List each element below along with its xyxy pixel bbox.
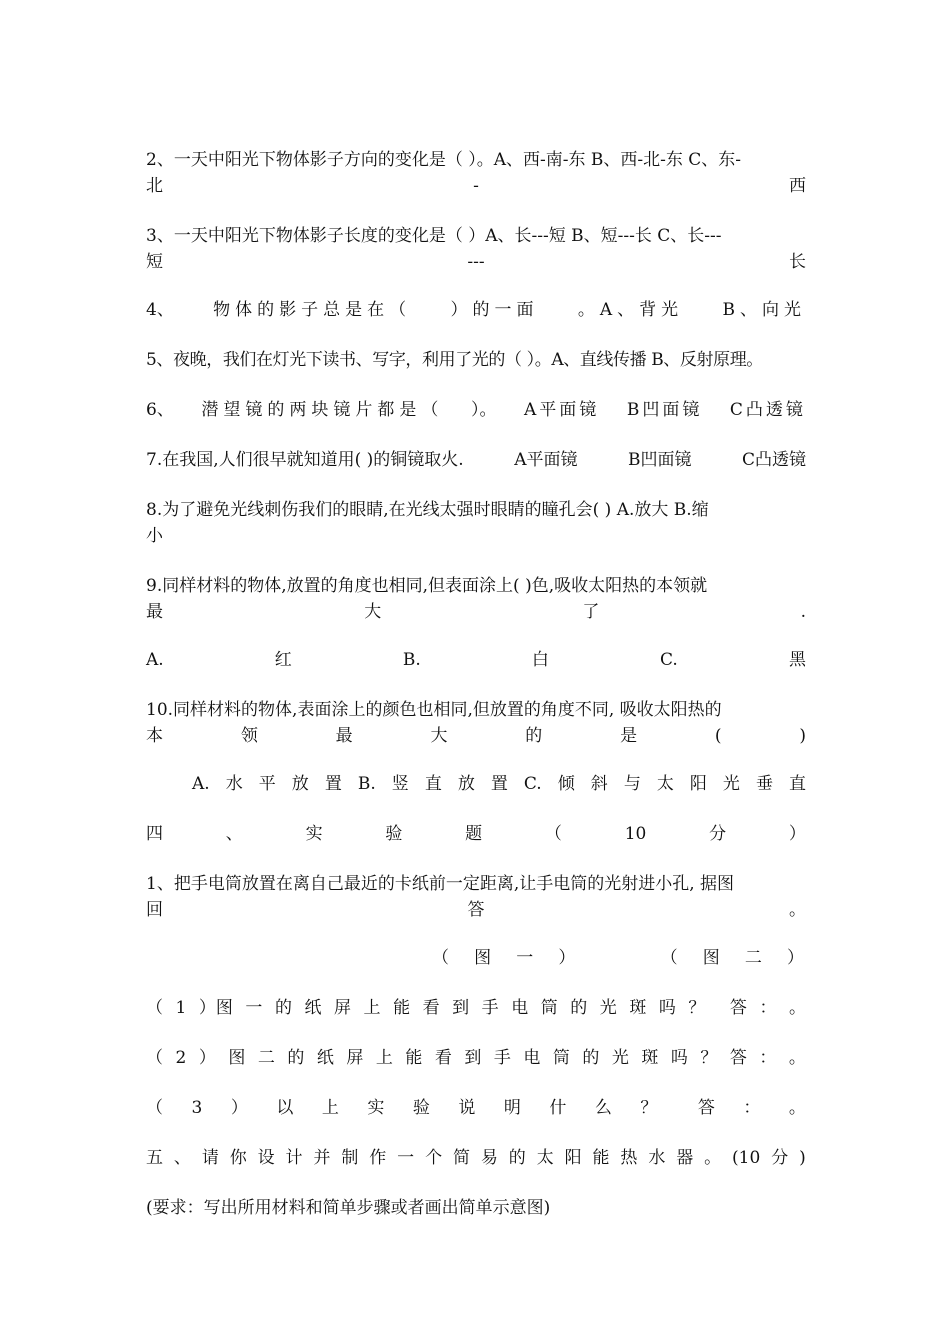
text-fragment: 吗 xyxy=(670,1048,688,1068)
text-fragment: 潜望镜的两块镜片都是（ xyxy=(201,400,444,420)
text-fragment: 实 xyxy=(367,1098,385,1118)
text-fragment: B凹面镜 xyxy=(627,450,692,470)
question-6 xyxy=(146,398,806,423)
text-fragment: 筒 xyxy=(552,1048,570,1068)
text-fragment: ） xyxy=(788,824,806,844)
text-fragment: 与 xyxy=(623,774,641,794)
question-2-line-1: 2、一天中阳光下物体影子方向的变化是（ ）。A、西-南-东 B、西-北-东 C、东- xyxy=(146,150,742,170)
question-5: 5、夜晚，我们在灯光下读书、写字，利用了光的（ ）。A、直线传播 B、反射原理。 xyxy=(146,350,763,370)
text-fragment: 。 xyxy=(788,1048,806,1068)
text-fragment: 屏 xyxy=(334,998,352,1018)
text-fragment: 4、 xyxy=(146,300,174,320)
text-fragment: A平面镜 xyxy=(524,400,600,420)
text-fragment: 太 xyxy=(656,774,674,794)
option-letter: B. xyxy=(402,650,421,670)
text-fragment: 平 xyxy=(258,774,276,794)
text-fragment: 短 xyxy=(146,252,163,272)
question-3-line-2 xyxy=(146,250,806,275)
question-10-line-2 xyxy=(146,724,806,749)
text-fragment: 本 xyxy=(146,726,163,746)
question-2-line-2 xyxy=(146,174,806,199)
sub-question-1 xyxy=(146,996,806,1021)
text-fragment: （ xyxy=(146,1048,163,1068)
text-fragment: B、向光 xyxy=(722,300,806,320)
text-fragment: 的 xyxy=(287,1048,305,1068)
text-fragment: 的 xyxy=(570,998,588,1018)
text-fragment: ） xyxy=(198,1048,216,1068)
option-letter: C. xyxy=(660,650,678,670)
question-4 xyxy=(146,298,806,323)
text-fragment: 最 xyxy=(335,726,353,746)
text-fragment: 分 xyxy=(771,1148,789,1168)
text-fragment: 一 xyxy=(516,948,534,968)
text-fragment: 。A、背光 xyxy=(577,300,684,320)
text-fragment: 是 xyxy=(620,726,638,746)
text-fragment: ） xyxy=(230,1098,248,1118)
text-fragment: ( xyxy=(714,726,722,746)
text-fragment: 电 xyxy=(523,1048,541,1068)
text-fragment: 斑 xyxy=(641,1048,659,1068)
figure-labels xyxy=(432,946,804,971)
text-fragment: 分 xyxy=(709,824,727,844)
text-fragment: 上 xyxy=(375,1048,393,1068)
text-fragment: - xyxy=(473,176,479,196)
text-fragment: 电 xyxy=(511,998,529,1018)
text-fragment: 的 xyxy=(582,1048,600,1068)
text-fragment: 二 xyxy=(744,948,762,968)
text-fragment: 10 xyxy=(624,824,647,844)
text-fragment: 吗 xyxy=(658,998,676,1018)
text-fragment: 领 xyxy=(240,726,258,746)
text-fragment: 放 xyxy=(291,774,309,794)
text-fragment: 筒 xyxy=(540,998,558,1018)
text-fragment: （ xyxy=(544,824,562,844)
text-fragment: 你 xyxy=(229,1148,247,1168)
experiment-intro-line-2 xyxy=(146,898,806,923)
text-fragment: 。 xyxy=(789,900,806,920)
question-9-line-1: 9.同样材料的物体,放置的角度也相同,但表面涂上( )色,吸收太阳热的本领就 xyxy=(146,576,708,596)
text-fragment: 制 xyxy=(341,1148,359,1168)
text-fragment: ？ xyxy=(688,998,706,1018)
text-fragment: （ xyxy=(660,948,678,968)
text-fragment: . xyxy=(800,602,806,622)
text-fragment: 答 xyxy=(467,900,485,920)
text-fragment: 。 xyxy=(788,998,806,1018)
option-letter: B. xyxy=(357,774,376,794)
question-7 xyxy=(146,448,806,473)
text-fragment: ？ xyxy=(700,1048,718,1068)
text-fragment: 6、 xyxy=(146,400,174,420)
question-9-options xyxy=(146,648,806,673)
text-fragment: 五 xyxy=(146,1148,163,1168)
text-fragment: 易 xyxy=(480,1148,498,1168)
text-fragment: 物体的影子总是在（ xyxy=(213,300,412,320)
text-fragment: 光 xyxy=(722,774,740,794)
text-fragment: 个 xyxy=(425,1148,443,1168)
text-fragment: 、 xyxy=(225,824,243,844)
text-fragment: 验 xyxy=(385,824,403,844)
text-fragment: 光 xyxy=(599,998,617,1018)
text-fragment: (10 xyxy=(732,1148,761,1168)
text-fragment: 纸 xyxy=(316,1048,334,1068)
text-fragment: 图 xyxy=(228,1048,246,1068)
text-fragment: 二 xyxy=(257,1048,275,1068)
option-letter: A. xyxy=(146,650,164,670)
text-fragment: 实 xyxy=(305,824,323,844)
text-fragment: 屏 xyxy=(346,1048,364,1068)
text-fragment: 作 xyxy=(369,1148,387,1168)
text-fragment: 的 xyxy=(525,726,543,746)
text-fragment: 手 xyxy=(493,1048,511,1068)
text-fragment: ）图 xyxy=(198,998,233,1018)
text-fragment: 热 xyxy=(620,1148,638,1168)
text-fragment: 纸 xyxy=(304,998,322,1018)
text-fragment: 长 xyxy=(788,252,806,272)
text-fragment: 的 xyxy=(274,998,292,1018)
text-fragment: 到 xyxy=(452,998,470,1018)
option-text: 黑 xyxy=(788,650,806,670)
text-fragment: C凸透镜 xyxy=(741,450,806,470)
text-fragment: 阳 xyxy=(689,774,707,794)
text-fragment: 答 xyxy=(729,1048,747,1068)
text-fragment: 水 xyxy=(648,1148,666,1168)
text-fragment: C凸透镜 xyxy=(729,400,806,420)
text-fragment: 斑 xyxy=(629,998,647,1018)
text-fragment: 能 xyxy=(592,1148,610,1168)
text-fragment: 7.在我国,人们很早就知道用( )的铜镜取火. xyxy=(146,450,464,470)
question-8-line-2: 小 xyxy=(146,526,163,546)
text-fragment: 垂 xyxy=(755,774,773,794)
question-9-line-2 xyxy=(146,600,806,625)
sub-question-2 xyxy=(146,1046,806,1071)
option-letter: C. xyxy=(523,774,542,794)
option-letter: A. xyxy=(192,774,210,794)
text-fragment: 、 xyxy=(173,1148,191,1168)
question-3-line-1: 3、一天中阳光下物体影子长度的变化是（ ）A、长---短 B、短---长 C、长--- xyxy=(146,226,722,246)
text-fragment: （ xyxy=(146,998,163,1018)
text-fragment: 西 xyxy=(789,176,806,196)
text-fragment: 倾 xyxy=(557,774,575,794)
text-fragment: 放 xyxy=(457,774,475,794)
text-fragment: ： xyxy=(759,998,777,1018)
text-fragment: 光 xyxy=(611,1048,629,1068)
text-fragment: ) xyxy=(799,1148,806,1168)
section-4-heading xyxy=(146,822,806,847)
text-fragment: 并 xyxy=(313,1148,331,1168)
text-fragment: 请 xyxy=(201,1148,219,1168)
text-fragment: 答 xyxy=(697,1098,715,1118)
text-fragment: 说 xyxy=(458,1098,476,1118)
text-fragment: 1 xyxy=(175,998,187,1018)
text-fragment: 什 xyxy=(549,1098,567,1118)
text-fragment: ？ xyxy=(640,1098,658,1118)
text-fragment: 。 xyxy=(788,1098,806,1118)
question-10-line-1: 10.同样材料的物体,表面涂上的颜色也相同,但放置的角度不同, 吸收太阳热的 xyxy=(146,700,722,720)
text-fragment: 竖 xyxy=(391,774,409,794)
text-fragment: 图 xyxy=(474,948,492,968)
text-fragment: ）的一面 xyxy=(450,300,539,320)
option-text: 白 xyxy=(531,650,549,670)
text-fragment: 以 xyxy=(276,1098,294,1118)
text-fragment: 简 xyxy=(452,1148,470,1168)
text-fragment: 太 xyxy=(536,1148,554,1168)
text-fragment: 答 xyxy=(729,998,747,1018)
text-fragment: 大 xyxy=(430,726,448,746)
question-10-options xyxy=(192,772,806,797)
text-fragment: 上 xyxy=(321,1098,339,1118)
section-5-requirement: (要求：写出所用材料和简单步骤或者画出简单示意图) xyxy=(146,1198,551,1218)
text-fragment: 手 xyxy=(481,998,499,1018)
text-fragment: 上 xyxy=(363,998,381,1018)
text-fragment: 看 xyxy=(434,1048,452,1068)
text-fragment: 看 xyxy=(422,998,440,1018)
option-text: 红 xyxy=(274,650,292,670)
text-fragment: 。 xyxy=(704,1148,722,1168)
text-fragment: （ xyxy=(432,948,449,968)
text-fragment: B凹面镜 xyxy=(626,400,703,420)
text-fragment: 回 xyxy=(146,900,163,920)
text-fragment: 设 xyxy=(257,1148,275,1168)
text-fragment: 题 xyxy=(465,824,483,844)
text-fragment: 斜 xyxy=(590,774,608,794)
text-fragment: A平面镜 xyxy=(514,450,578,470)
text-fragment: 置 xyxy=(324,774,342,794)
text-fragment: 验 xyxy=(412,1098,430,1118)
text-fragment: ) xyxy=(799,726,806,746)
text-fragment: 最 xyxy=(146,602,163,622)
text-fragment: ： xyxy=(759,1048,777,1068)
text-fragment: 的 xyxy=(508,1148,526,1168)
text-fragment: 水 xyxy=(225,774,243,794)
text-fragment: ： xyxy=(743,1098,761,1118)
text-fragment: 到 xyxy=(464,1048,482,1068)
question-8-line-1: 8.为了避免光线刺伤我们的眼睛,在光线太强时眼睛的瞳孔会( ) A.放大 B.缩 xyxy=(146,500,709,520)
sub-question-3 xyxy=(146,1096,806,1121)
text-fragment: --- xyxy=(467,252,485,272)
text-fragment: 3 xyxy=(191,1098,203,1118)
section-5-heading xyxy=(146,1146,806,1171)
text-fragment: 明 xyxy=(503,1098,521,1118)
text-fragment: 计 xyxy=(285,1148,303,1168)
text-fragment: 四 xyxy=(146,824,163,844)
text-fragment: 大 xyxy=(364,602,382,622)
text-fragment: 2 xyxy=(175,1048,187,1068)
text-fragment: 阳 xyxy=(564,1148,582,1168)
text-fragment: （ xyxy=(146,1098,163,1118)
text-fragment: 了 xyxy=(582,602,600,622)
text-fragment: ） xyxy=(558,948,576,968)
text-fragment: ） xyxy=(786,948,804,968)
text-fragment: 直 xyxy=(788,774,806,794)
text-fragment: 图 xyxy=(702,948,720,968)
text-fragment: 一 xyxy=(245,998,263,1018)
text-fragment: 直 xyxy=(424,774,442,794)
text-fragment: ）。 xyxy=(470,400,497,420)
text-fragment: 器 xyxy=(676,1148,694,1168)
text-fragment: 一 xyxy=(397,1148,415,1168)
text-fragment: 北 xyxy=(146,176,163,196)
text-fragment: 能 xyxy=(393,998,411,1018)
experiment-intro-line-1: 1、把手电筒放置在离自己最近的卡纸前一定距离,让手电筒的光射进小孔, 据图 xyxy=(146,874,735,894)
text-fragment: 能 xyxy=(405,1048,423,1068)
text-fragment: 置 xyxy=(490,774,508,794)
text-fragment: 么 xyxy=(594,1098,612,1118)
